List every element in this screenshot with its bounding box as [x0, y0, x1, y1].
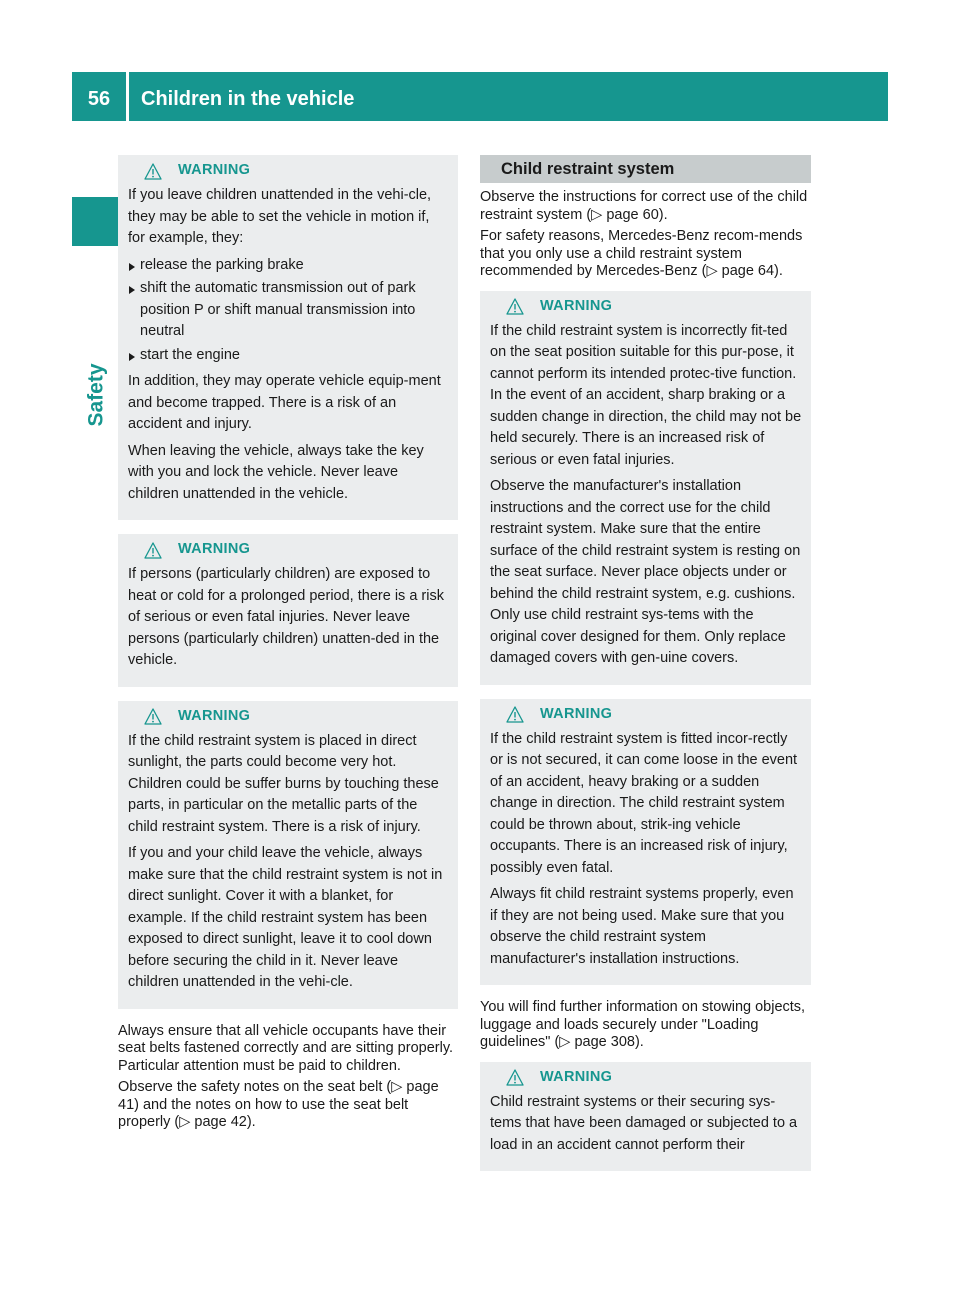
warning-list: [128, 255, 450, 367]
warning-text: If persons (particularly children) are exposed to heat or cold for a prolonged period, there is a risk of serious or even fatal injuries. Never leave persons (particularly children) unatten-ded in the vehicle.: [128, 566, 444, 668]
warning-triangle-icon: [506, 1069, 524, 1086]
section-heading: Child restraint system: [480, 155, 811, 183]
warning-box: [480, 1062, 811, 1172]
body-paragraph: Observe the instructions for correct use of the child restraint system (▷ page 60).: [480, 189, 808, 223]
warning-label: WARNING: [540, 297, 613, 314]
warning-heading: [128, 159, 450, 183]
warning-box: [118, 534, 458, 687]
warning-box: [118, 701, 458, 1009]
warning-heading: [490, 295, 803, 319]
body-paragraph: Observe the safety notes on the seat belt (▷ page 41) and the notes on how to use the seat belt properly (▷ page 42).: [118, 1079, 439, 1130]
warning-heading: [490, 703, 803, 727]
warning-text: If you leave children unattended in the vehi-cle, they may be able to set the vehicle in motion if, for example, they:: [128, 187, 432, 246]
warning-text: If the child restraint system is incorrectly fit-ted on the seat position suitable for this pur-pose, it cannot perform its intended protec-tive function. In the event of an accident, sharp braking or a sudden change in direction, the child may not be held securely. There is an increased risk of serious or even fatal injuries.: [490, 322, 802, 468]
body-paragraph: You will find further information on stowing objects, luggage and loads securely under "Loading guidelines" (▷ page 308).: [480, 999, 806, 1050]
left-column: [118, 155, 458, 1136]
body-paragraph: For safety reasons, Mercedes-Benz recom-mends that you only use a child restraint system recommended by Mercedes-Benz (▷ page 64).: [480, 228, 803, 279]
warning-triangle-icon: [144, 708, 162, 725]
warning-label: WARNING: [178, 707, 251, 724]
header-divider: [126, 72, 129, 121]
list-item: start the engine: [128, 345, 450, 367]
warning-label: WARNING: [178, 541, 251, 558]
warning-label: WARNING: [540, 1068, 613, 1085]
warning-text: Always fit child restraint systems properly, even if they are not being used. Make sure that you observe the child restraint system manufacturer's installation instructions.: [490, 886, 794, 967]
warning-box: [480, 699, 811, 986]
warning-triangle-icon: [144, 542, 162, 559]
warning-text: If you and your child leave the vehicle, always make sure that the child restraint system is not in direct sunlight. Cover it with a blanket, for example. If the child restraint system has been exposed to direct sunlight, leave it to cool down before securing the child in it. Never leave children unattended in the vehi-cle.: [128, 845, 443, 990]
warning-text: If the child restraint system is placed in direct sunlight, the parts could become very hot. Children could be suffer burns by touching these parts, in particular on the metallic parts of the child restraint system. There is a risk of injury.: [128, 732, 439, 835]
warning-heading: [128, 538, 450, 562]
warning-triangle-icon: [144, 163, 162, 180]
right-column: [480, 155, 811, 1185]
list-item: shift the automatic transmission out of park position P or shift manual transmission into neutral: [128, 278, 450, 343]
warning-text: When leaving the vehicle, always take the key with you and lock the vehicle. Never leave children unattended in the vehicle.: [128, 442, 424, 502]
chapter-title: Children in the vehicle: [141, 88, 355, 110]
side-tab-marker: [72, 197, 121, 246]
warning-box: [480, 291, 811, 685]
warning-triangle-icon: [506, 298, 524, 315]
warning-text: Observe the manufacturer's installation instructions and the correct use for the child restraint system. Make sure that the entire surface of the child restraint system is resting on the seat surface. Never place objects under or behind the child restraint system, e.g. cushions. Only use child restraint sys-tems with the original cover designed for them. Only replace damaged covers with gen-uine covers.: [490, 478, 801, 666]
warning-box: [118, 155, 458, 520]
page-header: [72, 72, 888, 121]
warning-text: In addition, they may operate vehicle equip-ment and become trapped. There is a risk of an accident and injury.: [128, 373, 441, 432]
warning-text: If the child restraint system is fitted incor-rectly or is not secured, it can come loose in the event of an accident, heavy braking or a sudden change in direction. The child restraint system could be thrown about, strik-ing vehicle occupants. There is an increased risk of injury, possibly even fatal.: [490, 730, 798, 876]
side-tab-label: Safety: [85, 363, 108, 427]
body-paragraph: Always ensure that all vehicle occupants have their seat belts fastened correctly and are sitting properly. Particular attention must be paid to children.: [118, 1022, 454, 1074]
warning-text: Child restraint systems or their securing sys-tems that have been damaged or subjected to a load in an accident cannot perform their: [490, 1093, 798, 1153]
warning-label: WARNING: [178, 162, 251, 179]
warning-label: WARNING: [540, 705, 613, 722]
warning-heading: [128, 705, 450, 729]
page-number: 56: [87, 88, 111, 110]
list-item: release the parking brake: [128, 255, 450, 277]
warning-heading: [490, 1066, 803, 1090]
warning-triangle-icon: [506, 706, 524, 723]
